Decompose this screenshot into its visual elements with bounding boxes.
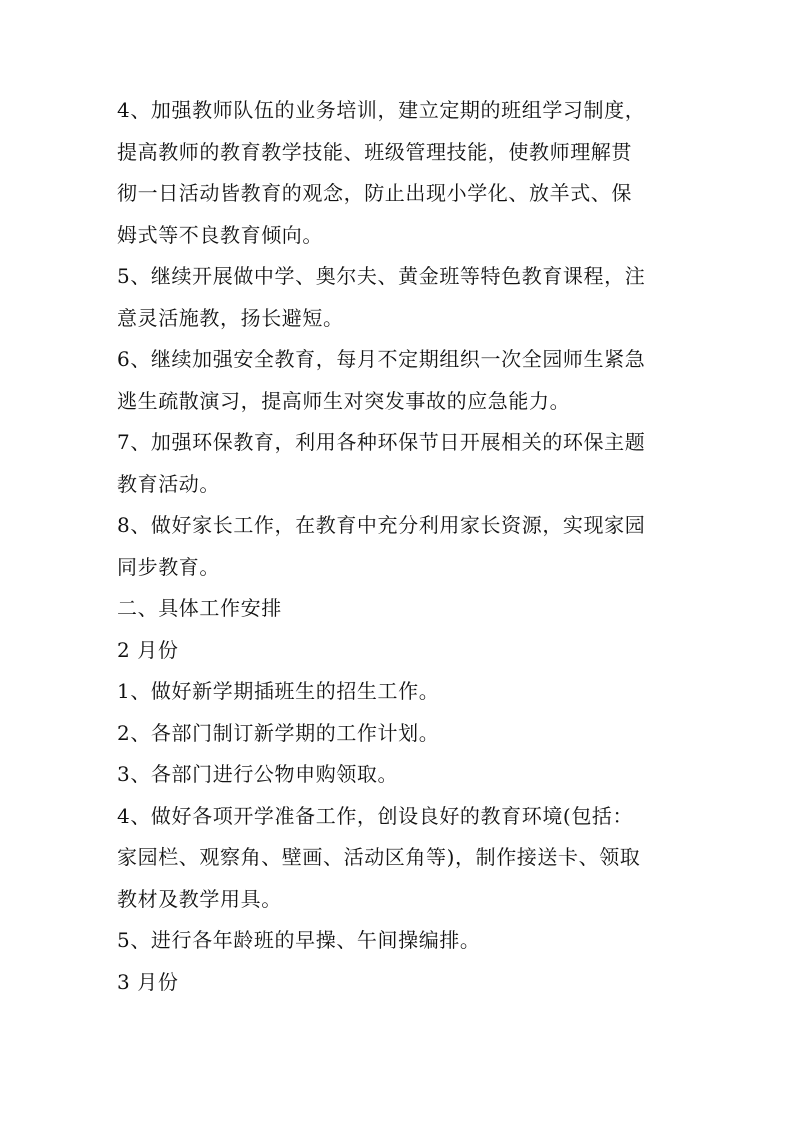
text-line: 8、做好家长工作，在教育中充分利用家长资源，实现家园 — [117, 513, 646, 537]
month-heading-march — [117, 962, 682, 1004]
text-line: 5、继续开展做中学、奥尔夫、黄金班等特色教育课程，注 — [117, 264, 646, 288]
document-body — [117, 90, 682, 1003]
text-line: 4、加强教师队伍的业务培训，建立定期的班组学习制度， — [117, 98, 646, 122]
paragraph-item-8-parents — [117, 505, 682, 588]
text-line: 彻一日活动皆教育的观念，防止出现小学化、放羊式、保 — [117, 181, 632, 205]
text-line: 提高教师的教育教学技能、班级管理技能，使教师理解贯 — [117, 139, 632, 164]
text-line: 5、进行各年龄班的早操、午间操编排。 — [117, 928, 481, 952]
text-line: 同步教育。 — [117, 554, 220, 579]
paragraph-item-6-safety — [117, 339, 682, 422]
section-heading — [117, 588, 682, 630]
list-item — [117, 713, 682, 755]
text-line: 家园栏、观察角、壁画、活动区角等)，制作接送卡、领取 — [117, 845, 641, 869]
paragraph-item-5-curriculum — [117, 256, 682, 339]
text-line: 7、加强环保教育，利用各种环保节日开展相关的环保主题 — [117, 430, 646, 454]
text-line: 3 月份 — [117, 969, 179, 994]
paragraph-item-4-training — [117, 90, 682, 256]
list-item — [117, 671, 682, 713]
text-line: 教育活动。 — [117, 471, 220, 496]
text-line: 二、具体工作安排 — [117, 596, 282, 620]
list-item — [117, 920, 682, 962]
text-line: 3、各部门进行公物申购领取。 — [117, 762, 399, 786]
list-item — [117, 754, 682, 796]
text-line: 2、各部门制订新学期的工作计划。 — [117, 720, 440, 745]
text-line: 意灵活施教，扬长避短。 — [117, 305, 344, 330]
text-line: 1、做好新学期插班生的招生工作。 — [117, 679, 440, 703]
paragraph-item-7-environment — [117, 422, 682, 505]
month-heading-february — [117, 630, 682, 672]
text-line: 逃生疏散演习，提高师生对突发事故的应急能力。 — [117, 388, 571, 413]
text-line: 教材及教学用具。 — [117, 886, 282, 911]
text-line: 4、做好各项开学准备工作，创设良好的教育环境(包括： — [117, 803, 634, 828]
list-item — [117, 796, 682, 921]
text-line: 6、继续加强安全教育，每月不定期组织一次全园师生紧急 — [117, 347, 646, 371]
text-line: 姆式等不良教育倾向。 — [117, 222, 323, 247]
text-line: 2 月份 — [117, 637, 179, 662]
